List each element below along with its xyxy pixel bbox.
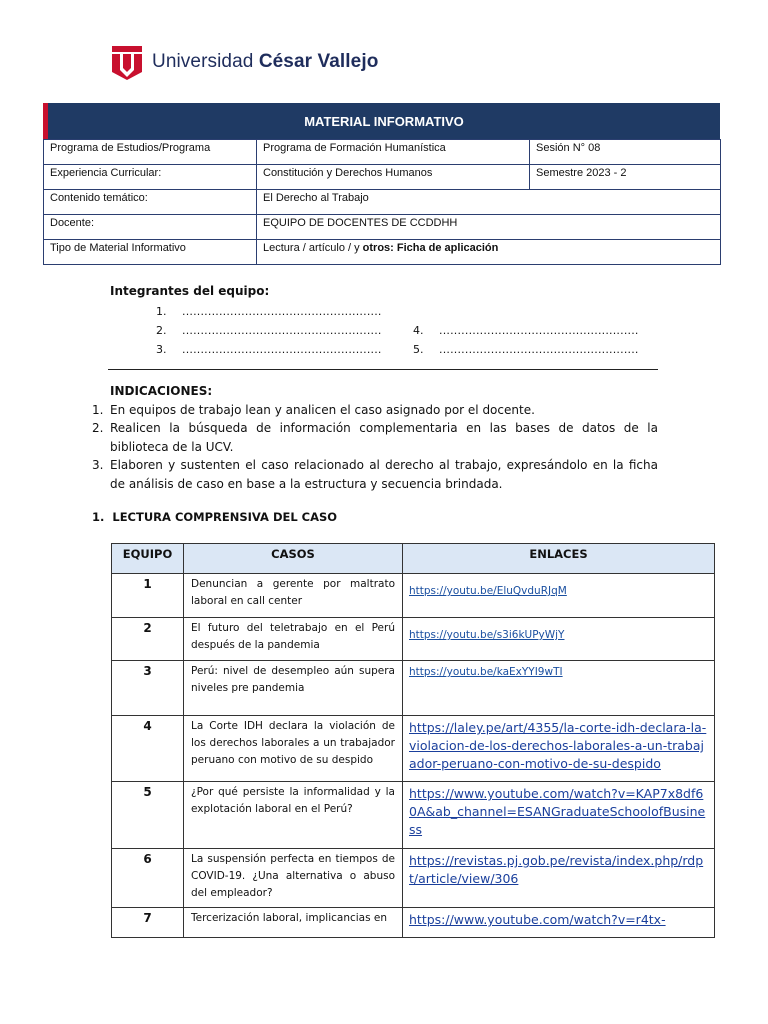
team-number: 2 (112, 618, 184, 661)
info-row (44, 240, 721, 265)
case-title: Denuncian a gerente por maltrato laboral en call center (184, 574, 403, 618)
info-value: EQUIPO DE DOCENTES DE CCDDHH (257, 215, 721, 240)
info-label: Tipo de Material Informativo (44, 240, 257, 265)
indication-item: 3. Elaboren y sustenten el caso relacionado al derecho al trabajo, expresándolo en la ficha de análisis de caso en base a la estructura y secuencia brindada. (92, 458, 658, 491)
case-link[interactable]: https://www.youtube.com/watch?v=KAP7x8df60A&ab_channel=ESANGraduateSchoolofBusiness (409, 786, 706, 837)
case-title: Perú: nivel de desempleo aún supera niveles pre pandemia (184, 661, 403, 716)
team-row (110, 321, 670, 340)
indication-item: 2. Realicen la búsqueda de información complementaria en las bases de datos de la biblioteca de la UCV. (92, 421, 658, 454)
table-row (112, 908, 715, 938)
team-row (110, 340, 670, 359)
info-label: Programa de Estudios/Programa (44, 140, 257, 165)
team-number: 1 (112, 574, 184, 618)
indications (92, 382, 658, 493)
case-link[interactable]: https://laley.pe/art/4355/la-corte-idh-declara-la-violacion-de-los-derechos-laborales-a-un-trabajador-peruano-con-motivo-de-su-despido (409, 720, 707, 771)
info-label: Docente: (44, 215, 257, 240)
info-value: Lectura / artículo / y otros: Ficha de aplicación (257, 240, 721, 265)
section-title: 1. LECTURA COMPRENSIVA DEL CASO (92, 510, 338, 524)
cases-table (111, 543, 715, 938)
team-number: 5 (112, 782, 184, 849)
table-row (112, 618, 715, 661)
university-logo (110, 42, 378, 82)
info-extra: Sesión N° 08 (530, 140, 721, 165)
case-title: La suspensión perfecta en tiempos de COVID-19. ¿Una alternativa o abuso del empleador? (184, 849, 403, 908)
university-name: Universidad César Vallejo (152, 51, 379, 72)
case-title: Tercerización laboral, implicancias en (184, 908, 403, 938)
indication-item: 1. En equipos de trabajo lean y analicen el caso asignado por el docente. (92, 402, 535, 417)
ucv-emblem-icon (110, 44, 144, 80)
team-members (110, 284, 670, 359)
info-row (44, 215, 721, 240)
divider-line (108, 369, 658, 370)
info-row (44, 190, 721, 215)
table-row (112, 716, 715, 782)
case-link[interactable]: https://youtu.be/s3i6kUPyWjY (409, 629, 565, 641)
case-link[interactable]: https://www.youtube.com/watch?v=r4tx- (409, 912, 666, 927)
member-slot[interactable]: 1. ...................................................... (156, 305, 382, 318)
cases-header-row (112, 544, 715, 574)
material-banner: MATERIAL INFORMATIVO (43, 103, 720, 139)
material-header (43, 103, 720, 265)
info-value: Constitución y Derechos Humanos (257, 165, 530, 190)
header-enlaces: ENLACES (403, 544, 715, 574)
case-link[interactable]: https://youtu.be/EluQvduRJqM (409, 585, 567, 597)
material-info-table (43, 139, 721, 265)
case-link[interactable]: https://revistas.pj.gob.pe/revista/index.php/rdpt/article/view/306 (409, 853, 704, 886)
info-extra: Semestre 2023 - 2 (530, 165, 721, 190)
case-title: La Corte IDH declara la violación de los derechos laborales a un trabajador peruano con motivo de su despido (184, 716, 403, 782)
team-title: Integrantes del equipo: (110, 284, 270, 298)
team-number: 3 (112, 661, 184, 716)
team-row (110, 302, 670, 321)
indications-title: INDICACIONES: (110, 384, 213, 398)
case-link[interactable]: https://youtu.be/kaExYYI9wTI (409, 666, 563, 678)
info-value: El Derecho al Trabajo (257, 190, 721, 215)
table-row (112, 849, 715, 908)
table-row (112, 661, 715, 716)
header-casos: CASOS (184, 544, 403, 574)
member-slot[interactable]: 2. ...................................................... (156, 324, 382, 337)
member-slot[interactable]: 3. ...................................................... (156, 343, 382, 356)
team-number: 7 (112, 908, 184, 938)
team-number: 6 (112, 849, 184, 908)
info-value: Programa de Formación Humanística (257, 140, 530, 165)
info-row (44, 140, 721, 165)
info-row (44, 165, 721, 190)
table-row (112, 574, 715, 618)
case-title: ¿Por qué persiste la informalidad y la explotación laboral en el Perú? (184, 782, 403, 849)
member-slot[interactable]: 4. ...................................................... (413, 324, 639, 337)
info-label: Experiencia Curricular: (44, 165, 257, 190)
info-label: Contenido temático: (44, 190, 257, 215)
header-equipo: EQUIPO (112, 544, 184, 574)
member-slot[interactable]: 5. ...................................................... (413, 343, 639, 356)
team-number: 4 (112, 716, 184, 782)
case-title: El futuro del teletrabajo en el Perú después de la pandemia (184, 618, 403, 661)
table-row (112, 782, 715, 849)
